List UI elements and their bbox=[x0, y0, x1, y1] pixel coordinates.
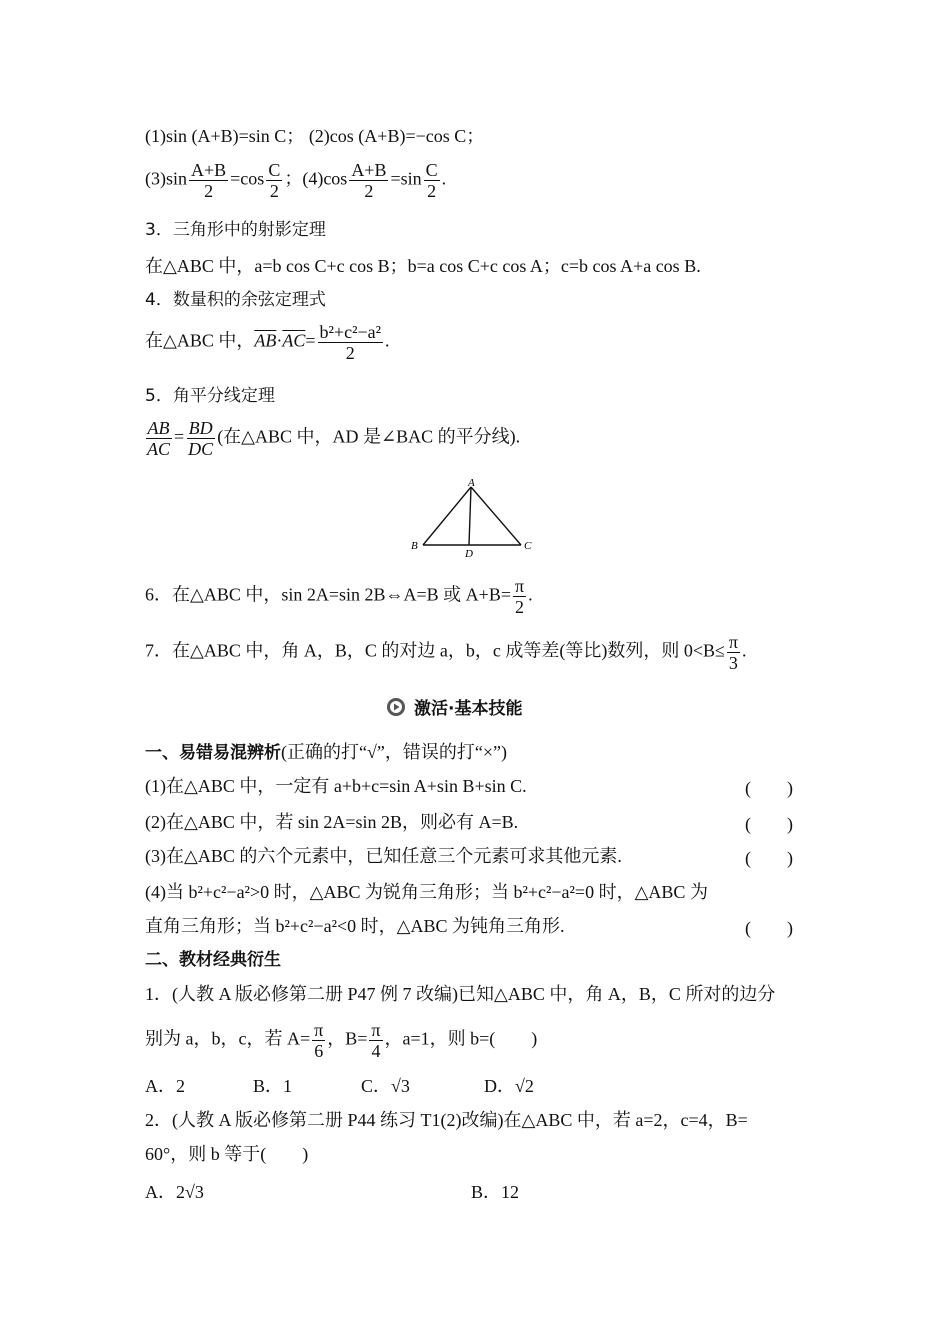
formula-prefix: 在△ABC 中， bbox=[145, 330, 255, 351]
section-4-title: 4．数量积的余弦定理式 bbox=[145, 290, 326, 310]
problem-2-line-2: 60°，则 b 等于( ) bbox=[145, 1144, 309, 1164]
statement-end: . bbox=[741, 640, 747, 661]
question-4-line-1: (4)当 b²+c²−a²>0 时，△ABC 为锐角三角形；当 b²+c²−a²=0 时，△ABC 为 bbox=[145, 882, 708, 902]
numerator: A+B bbox=[351, 160, 387, 180]
question-2: (2)在△ABC 中，若 sin 2A=sin 2B，则必有 A=B. bbox=[145, 812, 519, 832]
option-b[interactable]: B．1 bbox=[253, 1076, 293, 1096]
vertex-label-a: A bbox=[468, 477, 475, 489]
fraction bbox=[318, 322, 383, 363]
projection-theorem: 在△ABC 中，a=b cos C+c cos B；b=a cos C+c cos A；c=b cos A+a cos B. bbox=[145, 256, 701, 276]
numerator: π bbox=[314, 1020, 324, 1040]
option-a[interactable]: A．2√3 bbox=[145, 1182, 204, 1202]
statement-text: 6．在△ABC 中，sin 2A=sin 2B⇔A=B 或 A+B= bbox=[145, 584, 511, 605]
denominator: 3 bbox=[728, 653, 738, 673]
equals-sign: = bbox=[174, 426, 185, 447]
numerator: b²+c²−a² bbox=[319, 322, 382, 342]
denominator: 2 bbox=[427, 181, 437, 201]
bisector-note: (在△ABC 中，AD 是∠BAC 的平分线). bbox=[217, 426, 521, 447]
option-c[interactable]: C．√3 bbox=[361, 1076, 410, 1096]
numerator: C bbox=[268, 160, 281, 180]
fraction bbox=[266, 160, 282, 201]
identity-text: =cos bbox=[230, 168, 265, 189]
point-label-d: D bbox=[465, 548, 473, 560]
section-3-title: 3．三角形中的射影定理 bbox=[145, 220, 326, 240]
denominator: 4 bbox=[371, 1041, 381, 1061]
numerator: BD bbox=[188, 418, 213, 438]
statement-6 bbox=[145, 576, 533, 617]
section-title: 激活·基本技能 bbox=[414, 699, 523, 719]
statement-text: 7．在△ABC 中，角 A，B，C 的对边 a，b，c 成等差(等比)数列，则 0<B≤ bbox=[145, 640, 725, 661]
numerator: π bbox=[515, 576, 525, 596]
problem-1-line-1: 1．(人教 A 版必修第二册 P47 例 7 改编)已知△ABC 中，角 A，B，C 所对的边分 bbox=[145, 984, 776, 1004]
fraction bbox=[424, 160, 440, 201]
fraction bbox=[312, 1020, 325, 1061]
identity-line-2 bbox=[145, 160, 446, 201]
identity-2: (2)cos (A+B)=−cos C； bbox=[308, 126, 485, 146]
numerator: AB bbox=[147, 418, 170, 438]
denominator: DC bbox=[188, 439, 214, 459]
vertex-label-b: B bbox=[411, 540, 418, 552]
answer-paren[interactable]: ( ) bbox=[745, 778, 793, 798]
answer-paren[interactable]: ( ) bbox=[745, 918, 793, 938]
numerator: π bbox=[371, 1020, 381, 1040]
problem-2-line-1: 2．(人教 A 版必修第二册 P44 练习 T1(2)改编)在△ABC 中，若 a=2，c=4，B= bbox=[145, 1110, 748, 1130]
play-badge-icon bbox=[386, 697, 406, 717]
side-ac bbox=[471, 487, 521, 545]
fraction bbox=[145, 418, 172, 459]
option-d[interactable]: D．√2 bbox=[484, 1076, 534, 1096]
question-4-line-2: 直角三角形；当 b²+c²−a²<0 时，△ABC 为钝角三角形. bbox=[145, 916, 565, 936]
problem-text: ，a=1，则 b=( ) bbox=[384, 1028, 538, 1049]
identity-1: (1)sin (A+B)=sin C； bbox=[145, 126, 305, 146]
identity-text: =sin bbox=[390, 168, 422, 189]
identity-3-prefix: (3)sin bbox=[145, 168, 187, 189]
denominator: 2 bbox=[515, 597, 525, 617]
problem-text: ，B= bbox=[327, 1028, 368, 1049]
denominator: 2 bbox=[204, 181, 214, 201]
denominator: 2 bbox=[345, 343, 355, 363]
section-5-title: 5．角平分线定理 bbox=[145, 386, 275, 406]
statement-end: . bbox=[528, 584, 533, 605]
question-3: (3)在△ABC 的六个元素中，已知任意三个元素可求其他元素. bbox=[145, 846, 622, 866]
identity-text: . bbox=[441, 168, 447, 189]
part-2-title: 二、教材经典衍生 bbox=[145, 950, 281, 970]
answer-paren[interactable]: ( ) bbox=[745, 848, 793, 868]
numerator: C bbox=[425, 160, 438, 180]
part-1-heading bbox=[145, 740, 507, 765]
denominator: 2 bbox=[269, 181, 279, 201]
vertex-label-c: C bbox=[524, 540, 532, 552]
denominator: AC bbox=[147, 439, 171, 459]
dot-product-formula bbox=[145, 322, 390, 363]
problem-text: 别为 a，b，c，若 A= bbox=[145, 1028, 311, 1049]
denominator: 2 bbox=[364, 181, 374, 201]
bisector-ad bbox=[469, 487, 471, 545]
part-1-title: 一、易错易混辨析 bbox=[145, 743, 281, 763]
vector-ac: $\overline{AC}$ bbox=[282, 330, 306, 351]
fraction bbox=[727, 632, 740, 673]
answer-paren[interactable]: ( ) bbox=[745, 814, 793, 834]
fraction bbox=[186, 418, 215, 459]
option-b[interactable]: B．12 bbox=[471, 1182, 520, 1202]
bisector-theorem bbox=[145, 418, 520, 459]
identity-line-1 bbox=[145, 124, 484, 148]
numerator: A+B bbox=[191, 160, 227, 180]
question-1: (1)在△ABC 中，一定有 a+b+c=sin A+sin B+sin C. bbox=[145, 776, 527, 796]
formula-end: . bbox=[385, 330, 390, 351]
part-1-note: (正确的打“√”，错误的打“×”) bbox=[281, 742, 507, 762]
side-ab bbox=[423, 487, 471, 545]
fraction bbox=[189, 160, 228, 201]
triangle-diagram bbox=[405, 475, 545, 560]
equals-sign: = bbox=[305, 330, 316, 351]
identity-text: ；(4)cos bbox=[284, 168, 348, 189]
option-a[interactable]: A．2 bbox=[145, 1076, 185, 1096]
numerator: π bbox=[728, 632, 738, 652]
statement-7 bbox=[145, 632, 746, 673]
fraction bbox=[513, 576, 526, 617]
denominator: 6 bbox=[314, 1041, 324, 1061]
fraction bbox=[369, 1020, 382, 1061]
dot-symbol: · bbox=[276, 330, 283, 351]
fraction bbox=[349, 160, 388, 201]
vector-ab: $\overline{AB}$ bbox=[254, 330, 277, 351]
problem-1-line-2 bbox=[145, 1020, 537, 1061]
section-header bbox=[386, 694, 522, 719]
